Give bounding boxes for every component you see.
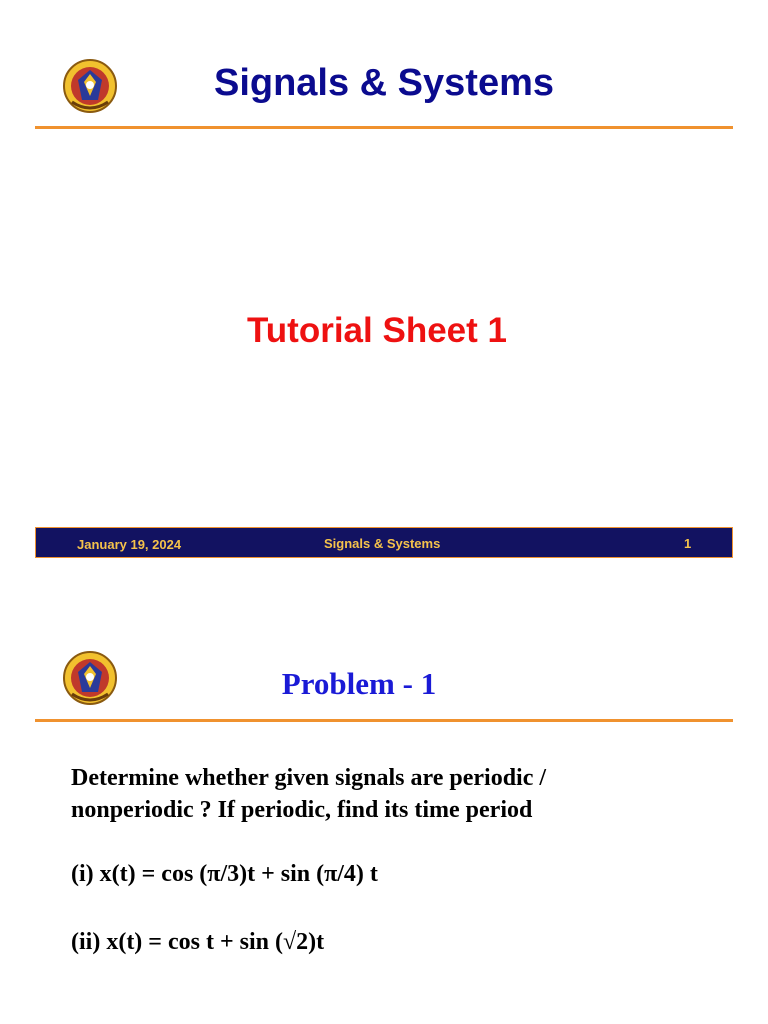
footer-page-number: 1 [684,536,692,551]
tutorial-title: Tutorial Sheet 1 [247,311,507,350]
problem-part-i: (i) x(t) = cos (π/3)t + sin (π/4) t [71,861,378,887]
problem-part-ii: (ii) x(t) = cos t + sin (√2)t [71,929,325,955]
question-line-1: Determine whether given signals are periodic / [71,765,547,791]
slide-2 [0,600,768,1024]
footer-title: Signals & Systems [324,536,441,551]
university-crest-icon [62,650,118,706]
footer-date: January 19, 2024 [77,537,182,552]
problem-title: Problem - 1 [281,666,437,701]
slide-title: Signals & Systems [213,62,555,104]
title-divider [35,126,733,129]
question-line-2: nonperiodic ? If periodic, find its time period [71,797,533,823]
title-divider [35,719,733,722]
problem-question [71,762,731,826]
slide-footer [35,527,733,558]
